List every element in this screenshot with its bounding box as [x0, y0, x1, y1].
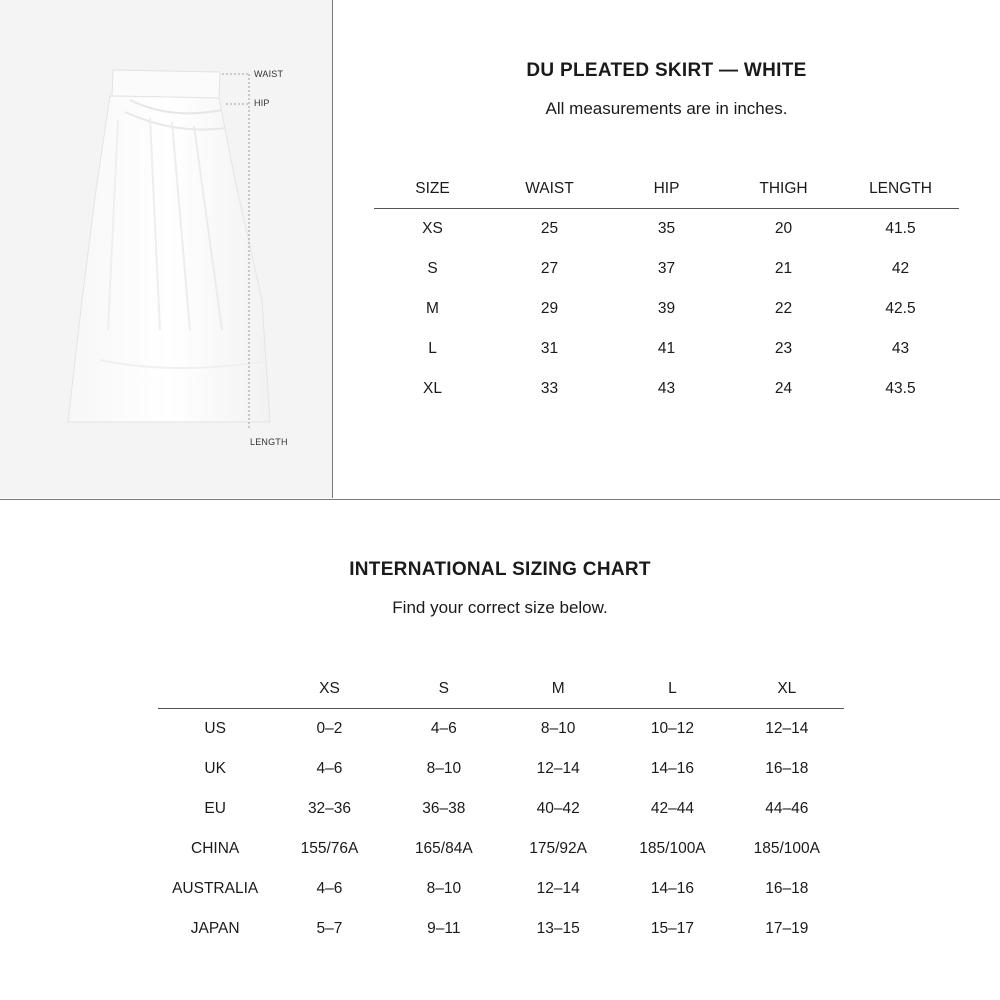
region-cell: AUSTRALIA — [172, 880, 259, 897]
thigh-cell: 23 — [774, 340, 793, 357]
waist-label: WAIST — [254, 69, 284, 79]
size-value-cell: 36–38 — [422, 800, 466, 817]
size-value-cell: 165/84A — [414, 840, 473, 857]
hip-label: HIP — [254, 98, 270, 108]
size-value-cell: 4–6 — [430, 720, 457, 737]
thigh-cell: 21 — [774, 260, 793, 277]
table-row — [158, 829, 844, 869]
size-value-cell: 4–6 — [316, 880, 343, 897]
table-row — [158, 909, 844, 949]
size-value-cell: 4–6 — [316, 760, 343, 777]
thigh-cell: 24 — [774, 380, 793, 397]
product-title: DU PLEATED SKIRT — WHITE — [526, 60, 807, 81]
waist-cell: 27 — [540, 260, 559, 277]
region-cell: JAPAN — [190, 920, 240, 937]
size-value-cell: 16–18 — [765, 760, 809, 777]
l-column-header: L — [615, 670, 729, 709]
size-value-cell: 5–7 — [316, 920, 343, 937]
table-row — [158, 869, 844, 909]
intl-header-row — [158, 670, 844, 709]
size-cell: XL — [423, 380, 442, 397]
size-value-cell: 155/76A — [300, 840, 359, 857]
hip-cell: 35 — [657, 220, 676, 237]
length-cell: 42.5 — [885, 300, 916, 317]
xs-column-header: XS — [272, 670, 386, 709]
product-image-panel — [0, 0, 333, 498]
international-sizing-table — [158, 670, 844, 949]
table-row — [158, 789, 844, 829]
region-cell: CHINA — [191, 840, 240, 857]
size-value-cell: 14–16 — [650, 880, 695, 897]
size-cell: S — [427, 260, 438, 277]
table-row — [374, 369, 959, 409]
length-column-header: LENGTH — [842, 170, 959, 209]
table-row — [374, 209, 959, 250]
size-value-cell: 15–17 — [650, 920, 695, 937]
size-value-cell: 12–14 — [536, 880, 580, 897]
hip-cell: 43 — [657, 380, 676, 397]
size-value-cell: 8–10 — [426, 760, 462, 777]
size-value-cell: 10–12 — [650, 720, 695, 737]
table-row — [374, 329, 959, 369]
waist-cell: 33 — [540, 380, 559, 397]
table-row — [374, 289, 959, 329]
length-cell: 41.5 — [885, 220, 916, 237]
waist-cell: 31 — [540, 340, 559, 357]
region-column-header — [158, 670, 272, 709]
thigh-cell: 22 — [774, 300, 793, 317]
length-cell: 43.5 — [885, 380, 916, 397]
size-value-cell: 16–18 — [765, 880, 809, 897]
section-divider — [0, 499, 1000, 500]
table-row — [158, 749, 844, 789]
size-chart-table — [374, 170, 959, 409]
m-column-header: M — [501, 670, 615, 709]
size-value-cell: 17–19 — [765, 920, 809, 937]
size-column-header: SIZE — [374, 170, 491, 209]
size-value-cell: 13–15 — [536, 920, 580, 937]
size-value-cell: 0–2 — [316, 720, 343, 737]
table-row — [374, 249, 959, 289]
international-chart-title: INTERNATIONAL SIZING CHART — [349, 559, 651, 580]
table-row — [158, 709, 844, 750]
size-value-cell: 185/100A — [639, 840, 706, 857]
hip-cell: 41 — [657, 340, 676, 357]
international-chart-subtitle: Find your correct size below. — [392, 598, 608, 617]
size-cell: L — [428, 340, 437, 357]
size-value-cell: 12–14 — [536, 760, 580, 777]
waist-cell: 29 — [540, 300, 559, 317]
length-cell: 42 — [891, 260, 910, 277]
region-cell: EU — [204, 800, 226, 817]
size-value-cell: 175/92A — [529, 840, 588, 857]
size-value-cell: 8–10 — [426, 880, 462, 897]
hip-cell: 39 — [657, 300, 676, 317]
size-value-cell: 40–42 — [536, 800, 580, 817]
waist-cell: 25 — [540, 220, 559, 237]
length-label: LENGTH — [250, 437, 288, 447]
size-cell: XS — [422, 220, 443, 237]
size-value-cell: 9–11 — [427, 920, 461, 937]
size-value-cell: 12–14 — [765, 720, 809, 737]
thigh-cell: 20 — [774, 220, 793, 237]
length-cell: 43 — [891, 340, 910, 357]
measurement-note: All measurements are in inches. — [545, 99, 788, 118]
size-chart-header-row — [374, 170, 959, 209]
size-value-cell: 8–10 — [540, 720, 576, 737]
region-cell: UK — [204, 760, 226, 777]
hip-column-header: HIP — [608, 170, 725, 209]
size-value-cell: 44–46 — [765, 800, 809, 817]
size-value-cell: 185/100A — [753, 840, 820, 857]
size-cell: M — [426, 300, 439, 317]
region-cell: US — [204, 720, 226, 737]
hip-cell: 37 — [657, 260, 676, 277]
xl-column-header: XL — [730, 670, 844, 709]
thigh-column-header: THIGH — [725, 170, 842, 209]
s-column-header: S — [387, 670, 501, 709]
size-value-cell: 14–16 — [650, 760, 695, 777]
size-value-cell: 42–44 — [650, 800, 695, 817]
size-value-cell: 32–36 — [307, 800, 352, 817]
waist-column-header: WAIST — [491, 170, 608, 209]
